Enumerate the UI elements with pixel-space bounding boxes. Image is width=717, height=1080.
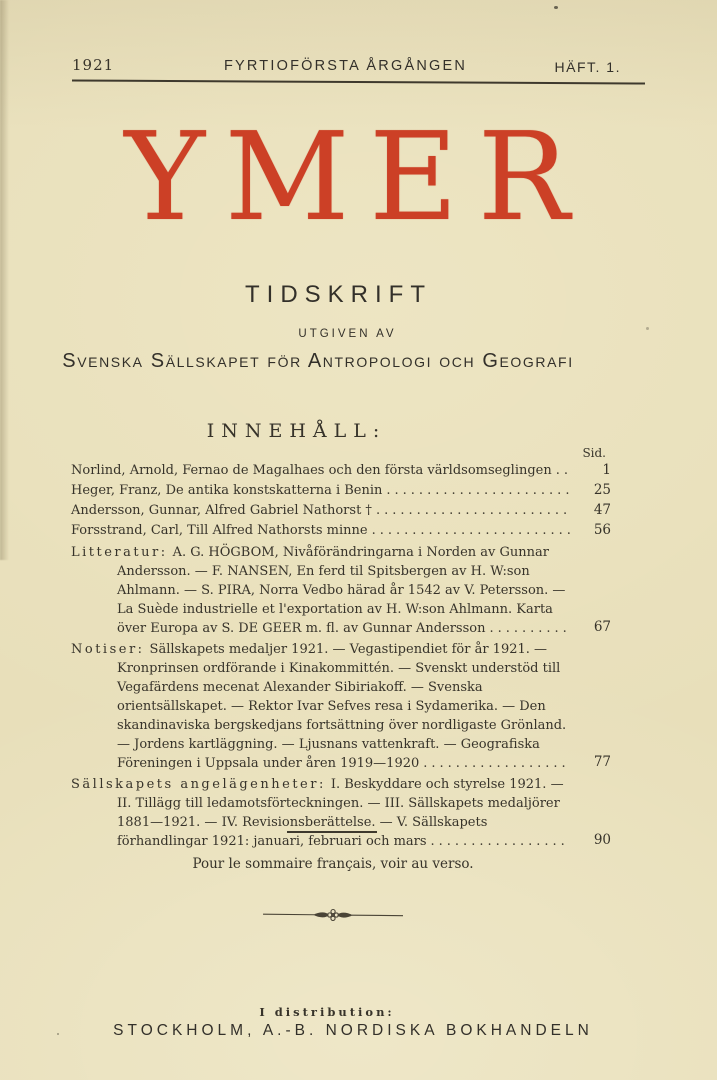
section-page-number: 90 [593,832,611,848]
published-by-line: UTGIVEN AV [298,328,397,340]
french-note: Pour le sommaire français, voir au verso. [192,856,474,872]
toc-entry [71,521,611,541]
toc-section-notiser [71,640,611,773]
section-label: Notiser: [71,642,145,657]
section-body: I. Beskyddare och styrelse 1921. — II. Tillägg till ledamotsförteckningen. — III. Sällskapets medaljörer 1881—1921. — IV. Revisionsberättelse. — V. Sällskapets förhandlingar 1921: januari, februari och mars [117,777,564,849]
entry-title: Norlind, Arnold, Fernao de Magalhaes och den första världsomseglingen [71,463,552,478]
toc-section-litteratur [71,543,611,638]
ornament-divider [263,905,403,928]
ornament-graphic [263,905,403,924]
divider-rule [287,831,377,833]
section-body: A. G. HÖGBOM, Nivåförändringarna i Norden av Gunnar Andersson. — F. NANSEN, En ferd til Spitsbergen av H. W:son Ahlmann. — S. PIRA, Norra Vedbo härad år 1542 av V. Petersson. — La Suède industrielle et l'exportation av H. W:son Ahlmann. Karta över Europa av S. DE GEER m. fl. av Gunnar Andersson [117,545,566,636]
toc-entry [71,501,611,521]
entry-page-number: 56 [593,522,611,538]
paper-speck [554,6,558,9]
page-header [72,56,647,78]
publisher-name: STOCKHOLM, A.-B. NORDISKA BOKHANDELN [113,1022,593,1039]
page-column-label: Sid. [582,446,606,460]
dot-leader: ........................ [375,503,572,518]
entry-title: Andersson, Gunnar, Alfred Gabriel Nathorst † [71,503,372,518]
journal-title: YMER [124,106,589,248]
toc-entry [71,481,611,501]
section-label: Sällskapets angelägenheter: [71,777,326,792]
section-page-number: 67 [593,619,611,635]
dot-leader: .................. [423,756,570,771]
dot-leader: .......... [489,621,571,636]
society-name: Svenska Sällskapet för Antropologi och Geografi [62,350,574,372]
entry-title: Heger, Franz, De antika konstskatterna i Benin [71,483,383,498]
issue-label: HÄFT. 1. [554,59,621,75]
entry-page-number: 1 [602,462,611,478]
distribution-label: I distribution: [259,1005,395,1019]
toc-heading: INNEHÅLL: [206,420,387,442]
header-rule [72,79,645,84]
toc-section-angelagenheter [71,775,611,851]
dot-leader: ....................... [386,483,574,498]
dot-leader: ......................... [371,523,575,538]
section-page-number: 77 [593,754,611,770]
toc-entry [71,461,611,481]
entry-page-number: 25 [593,482,611,498]
entry-page-number: 47 [593,502,611,518]
dot-leader: ................. [430,834,569,849]
journal-subtitle: TIDSKRIFT [245,281,432,308]
section-body: Sällskapets medaljer 1921. — Vegastipendiet för år 1921. — Kronprinsen ordförande i Kinakommittén. — Svenskt understöd till Vegafärdens mecenat Alexander Sibiriakoff. — Svenska orientsällskapet. — Rektor Ivar Sefves resa i Sydamerika. — Den skandinaviska bergskedjans fortsättning över nordligaste Grönland. — Jordens kartläggning. — Ljusnans vattenkraft. — Geografiska Föreningen i Uppsala under åren 1919—1920 [117,642,567,771]
volume-label: FYRTIOFÖRSTA ÅRGÅNGEN [223,58,468,74]
binding-shadow [0,0,9,560]
section-label: Litteratur: [71,545,168,560]
entry-title: Forsstrand, Carl, Till Alfred Nathorsts minne [71,523,368,538]
table-of-contents [71,419,611,851]
dot-leader: .. [555,463,572,478]
year-label: 1921 [72,56,115,74]
